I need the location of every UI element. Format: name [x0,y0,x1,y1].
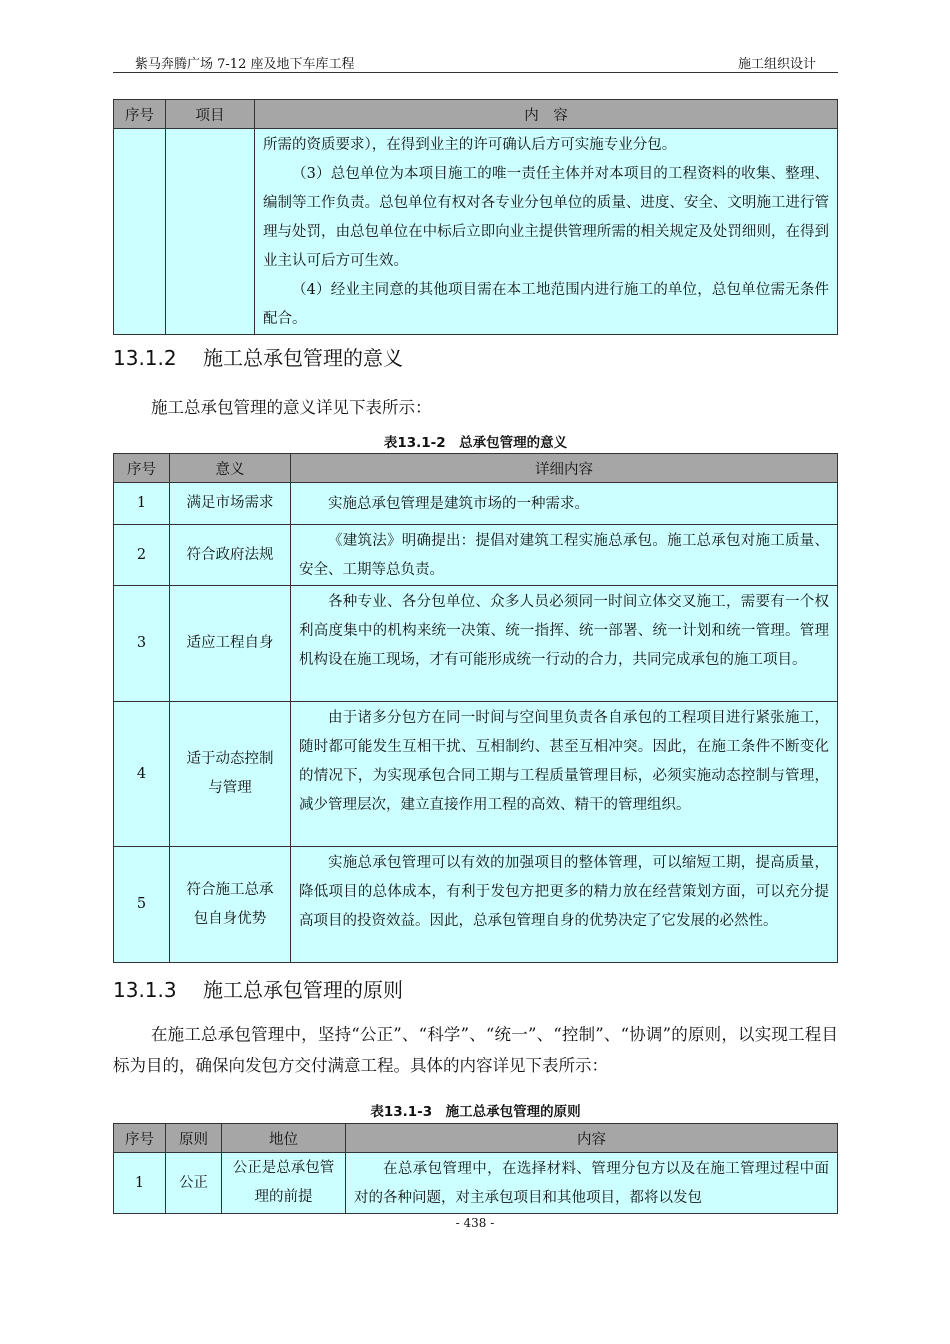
table-row [114,1153,838,1214]
content-paragraph: 所需的资质要求），在得到业主的许可确认后方可实施专业分包。 [263,137,677,153]
section-intro [113,1019,838,1081]
header-doc-type: 施工组织设计 [737,57,816,72]
row-no: 1 [114,1153,166,1214]
principles-table [113,1123,838,1214]
table-row [114,702,838,847]
row-status: 公正是总承包管理的前提 [222,1153,346,1214]
cell-no [114,129,166,335]
row-no: 1 [114,483,170,525]
section-number: 13.1.2 [113,346,177,370]
col-header-content: 内容 [346,1124,838,1153]
col-header-no: 序号 [114,100,166,129]
section-number: 13.1.3 [113,978,177,1002]
col-header-status: 地位 [222,1124,346,1153]
row-no: 4 [114,702,170,847]
table-row [114,483,838,525]
row-meaning: 符合施工总承包自身优势 [170,847,291,963]
table-caption: 表13.1-2 总承包管理的意义 [383,435,568,451]
cell-item [166,129,255,335]
detail-text: 各种专业、各分包单位、众多人员必须同一时间立体交叉施工，需要有一个权利高度集中的机构来统一决策、统一指挥、统一部署、统一计划和统一管理。管理机构设在施工现场，才有可能形成统一行动的合力，共同完成承包的施工项目。 [299,594,829,668]
row-meaning: 适于动态控制与管理 [170,702,291,847]
section-title: 施工总承包管理的原则 [203,978,403,1002]
table-caption: 表13.1-3 施工总承包管理的原则 [370,1104,581,1120]
row-meaning: 适应工程自身 [170,586,291,702]
continued-table [113,99,838,335]
table-header-row [114,100,838,129]
row-detail [291,483,838,525]
table-header-row [114,1124,838,1153]
section-title: 施工总承包管理的意义 [203,346,403,370]
content-paragraph: （4）经业主同意的其他项目需在本工地范围内进行施工的单位，总包单位需无条件配合。 [263,282,829,327]
cell-content [255,129,838,335]
content-text: 在总承包管理中，在选择材料、管理分包方以及在施工管理过程中面对的各种问题，对主承包项目和其他项目，都将以发包 [354,1161,829,1206]
row-detail [291,525,838,586]
detail-text: 由于诸多分包方在同一时间与空间里负责各自承包的工程项目进行紧张施工，随时都可能发生互相干扰、互相制约、甚至互相冲突。因此，在施工条件不断变化的情况下，为实现承包合同工期与工程质量管理目标，必须实施动态控制与管理，减少管理层次，建立直接作用工程的高效、精干的管理组织。 [299,710,829,813]
row-meaning: 符合政府法规 [170,525,291,586]
row-detail [291,586,838,702]
detail-text: 《建筑法》明确提出：提倡对建筑工程实施总承包。施工总承包对施工质量、安全、工期等总负责。 [299,533,829,578]
row-principle: 公正 [166,1153,222,1214]
content-paragraph: （3）总包单位为本项目施工的唯一责任主体并对本项目的工程资料的收集、整理、编制等工作负责。总包单位有权对各专业分包单位的质量、进度、安全、文明施工进行管理与处罚，由总包单位在中标后立即向业主提供管理所需的相关规定及处罚细则，在得到业主认可后方可生效。 [263,166,829,269]
col-header-meaning: 意义 [170,454,291,483]
col-header-no: 序号 [114,1124,166,1153]
col-header-item: 项目 [166,100,255,129]
significance-table [113,453,838,963]
header-project-name: 紫马奔腾广场 7-12 座及地下车库工程 [135,57,355,72]
section-intro [113,392,838,423]
detail-text: 实施总承包管理可以有效的加强项目的整体管理，可以缩短工期，提高质量，降低项目的总体成本，有利于发包方把更多的精力放在经营策划方面，可以充分提高项目的投资效益。因此，总承包管理自身的优势决定了它发展的必然性。 [299,855,829,929]
row-no: 3 [114,586,170,702]
page-header [113,50,838,73]
intro-paragraph: 在施工总承包管理中，坚持“公正”、“科学”、“统一”、“控制”、“协调”的原则，以实现工程目标为目的，确保向发包方交付满意工程。具体的内容详见下表所示： [113,1025,838,1075]
col-header-content: 内 容 [255,100,838,129]
col-header-detail: 详细内容 [291,454,838,483]
row-meaning: 满足市场需求 [170,483,291,525]
row-no: 2 [114,525,170,586]
col-header-principle: 原则 [166,1124,222,1153]
row-no: 5 [114,847,170,963]
row-detail [291,847,838,963]
table-row [114,847,838,963]
row-detail [291,702,838,847]
section-heading-13-1-3 [113,974,403,1003]
intro-paragraph: 施工总承包管理的意义详见下表所示： [150,398,432,417]
table-row [114,129,838,335]
page-number: - 438 - [455,1216,495,1230]
table-header-row [114,454,838,483]
table-row [114,586,838,702]
col-header-no: 序号 [114,454,170,483]
section-heading-13-1-2 [113,342,403,371]
row-content [346,1153,838,1214]
detail-text: 实施总承包管理是建筑市场的一种需求。 [328,496,589,512]
table-row [114,525,838,586]
